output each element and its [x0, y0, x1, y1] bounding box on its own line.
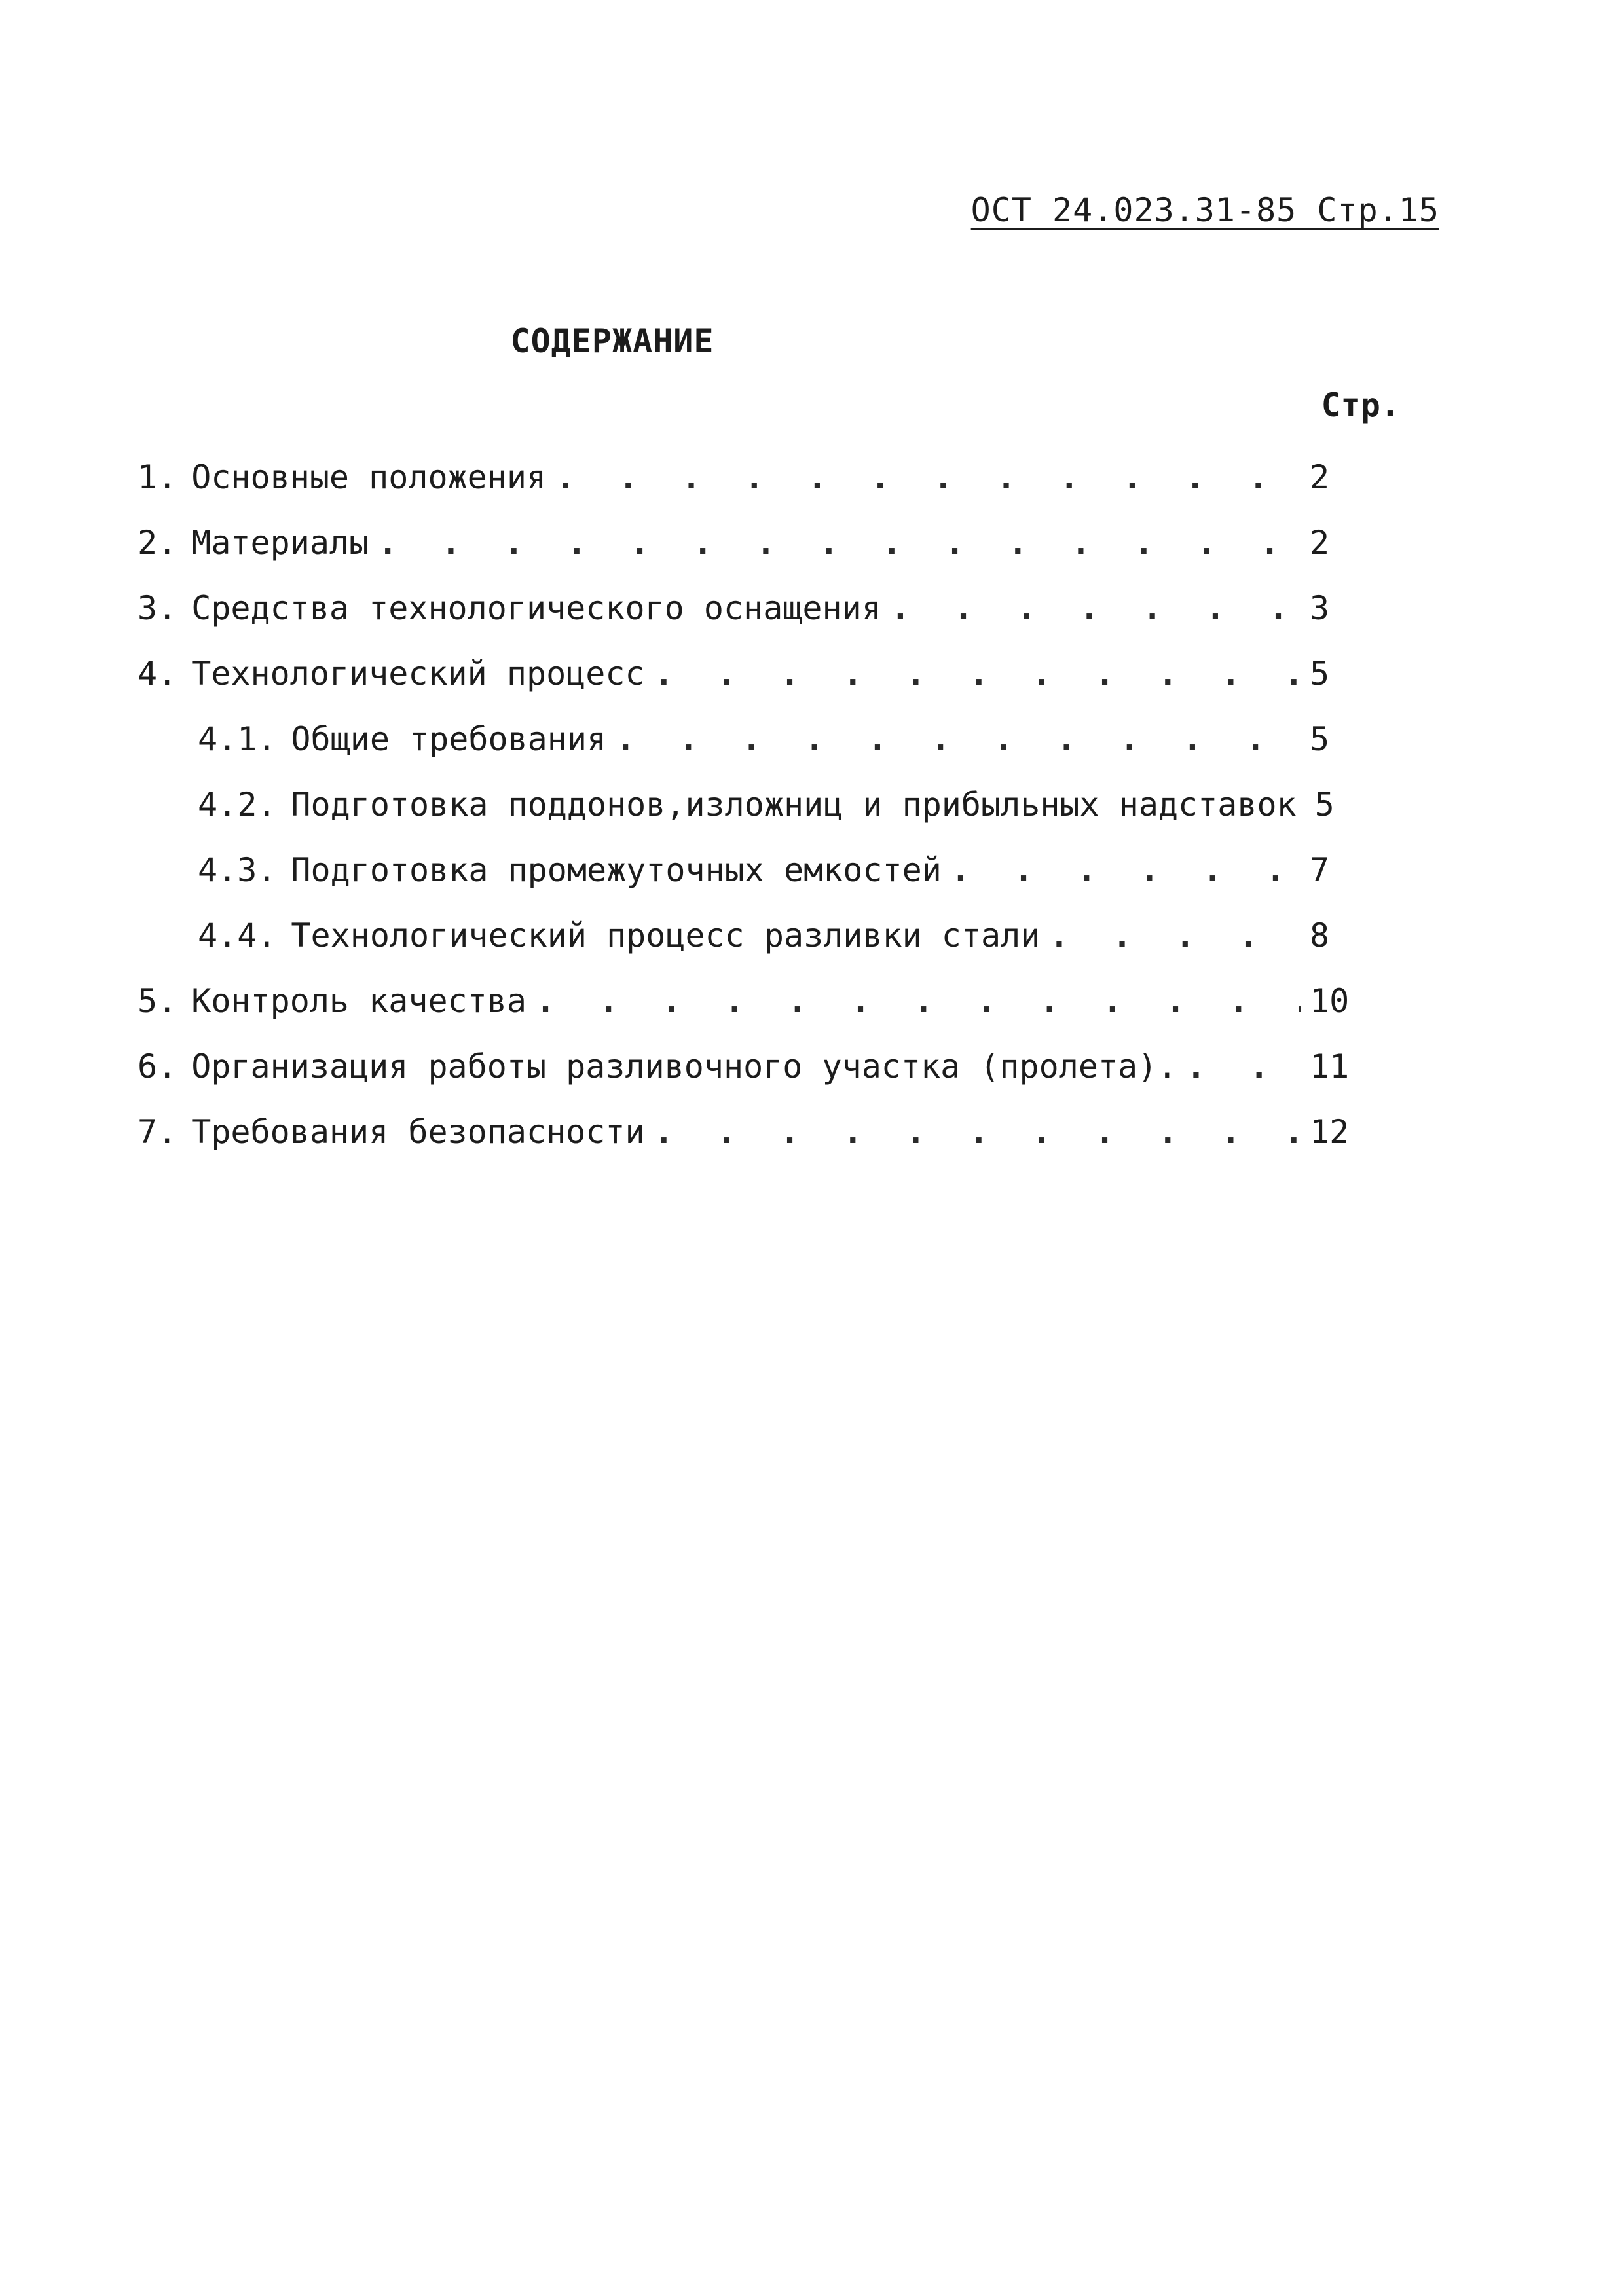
toc-entry-page: 2 — [1310, 524, 1330, 562]
dot-leader — [536, 982, 1301, 1020]
dot-leader — [1049, 917, 1301, 955]
toc-entry-page: 5 — [1314, 786, 1335, 824]
toc-entry-text: Требования безопасности — [191, 1113, 645, 1151]
toc-entry-page: 5 — [1310, 655, 1330, 693]
toc-entry — [138, 982, 1362, 1048]
toc-entry — [138, 589, 1362, 655]
toc-entry-number: 6. — [138, 1048, 177, 1085]
toc-entry-number: 2. — [138, 524, 177, 562]
toc-entry-text: Технологический процесс разливки стали — [291, 917, 1041, 955]
dot-leader — [378, 524, 1301, 562]
toc-entry-page: 5 — [1310, 720, 1330, 758]
dot-leader — [654, 655, 1301, 693]
dot-leader — [891, 589, 1301, 627]
toc-entry-number: 5. — [138, 982, 177, 1020]
toc-entry-page: 7 — [1310, 851, 1330, 889]
toc-entry-number: 7. — [138, 1113, 177, 1151]
toc-entry-number: 1. — [138, 458, 177, 496]
toc-entry-number: 4.4. — [198, 917, 277, 955]
page-column-label: Стр. — [1321, 386, 1400, 424]
toc-entry-text: Основные положения — [191, 458, 547, 496]
toc-subentry — [138, 786, 1362, 851]
toc-subentry — [138, 917, 1362, 982]
toc-entry-page: 2 — [1310, 458, 1330, 496]
toc-entry — [138, 1113, 1362, 1178]
toc-entry-text: Подготовка поддонов,изложниц и прибыльных надставок — [291, 786, 1297, 824]
toc-entry-number: 4.3. — [198, 851, 277, 889]
toc-entry — [138, 1048, 1362, 1113]
document-code-header: ОСТ 24.023.31-85 Стр.15 — [970, 191, 1439, 229]
dot-leader — [555, 458, 1301, 496]
dot-leader — [951, 851, 1301, 889]
toc-entry-page: 8 — [1310, 917, 1330, 955]
toc-entry-number: 4. — [138, 655, 177, 693]
toc-entry-text: Контроль качества — [191, 982, 526, 1020]
page-title: СОДЕРЖАНИЕ — [510, 322, 714, 360]
toc-subentry — [138, 720, 1362, 786]
toc-entry-text: Технологический процесс — [191, 655, 645, 693]
toc-entry-page: 10 — [1310, 982, 1350, 1020]
toc-entry-number: 3. — [138, 589, 177, 627]
toc-entry — [138, 524, 1362, 589]
toc-entry — [138, 655, 1362, 720]
toc-entry-number: 4.2. — [198, 786, 277, 824]
dot-leader — [654, 1113, 1301, 1151]
toc-entry-page: 11 — [1310, 1048, 1350, 1085]
toc-entry-text: Средства технологического оснащения — [191, 589, 881, 627]
toc-entry-page: 3 — [1310, 589, 1330, 627]
toc-entry-text: Организация работы разливочного участка (пролета). — [191, 1048, 1177, 1085]
toc-subentry — [138, 851, 1362, 917]
table-of-contents — [138, 458, 1362, 1178]
toc-entry-text: Материалы — [191, 524, 369, 562]
dot-leader — [1186, 1048, 1301, 1085]
toc-entry-number: 4.1. — [198, 720, 277, 758]
toc-entry-page: 12 — [1310, 1113, 1350, 1151]
toc-entry-text: Общие требования — [291, 720, 607, 758]
dot-leader — [616, 720, 1301, 758]
toc-entry — [138, 458, 1362, 524]
toc-entry-text: Подготовка промежуточных емкостей — [291, 851, 942, 889]
